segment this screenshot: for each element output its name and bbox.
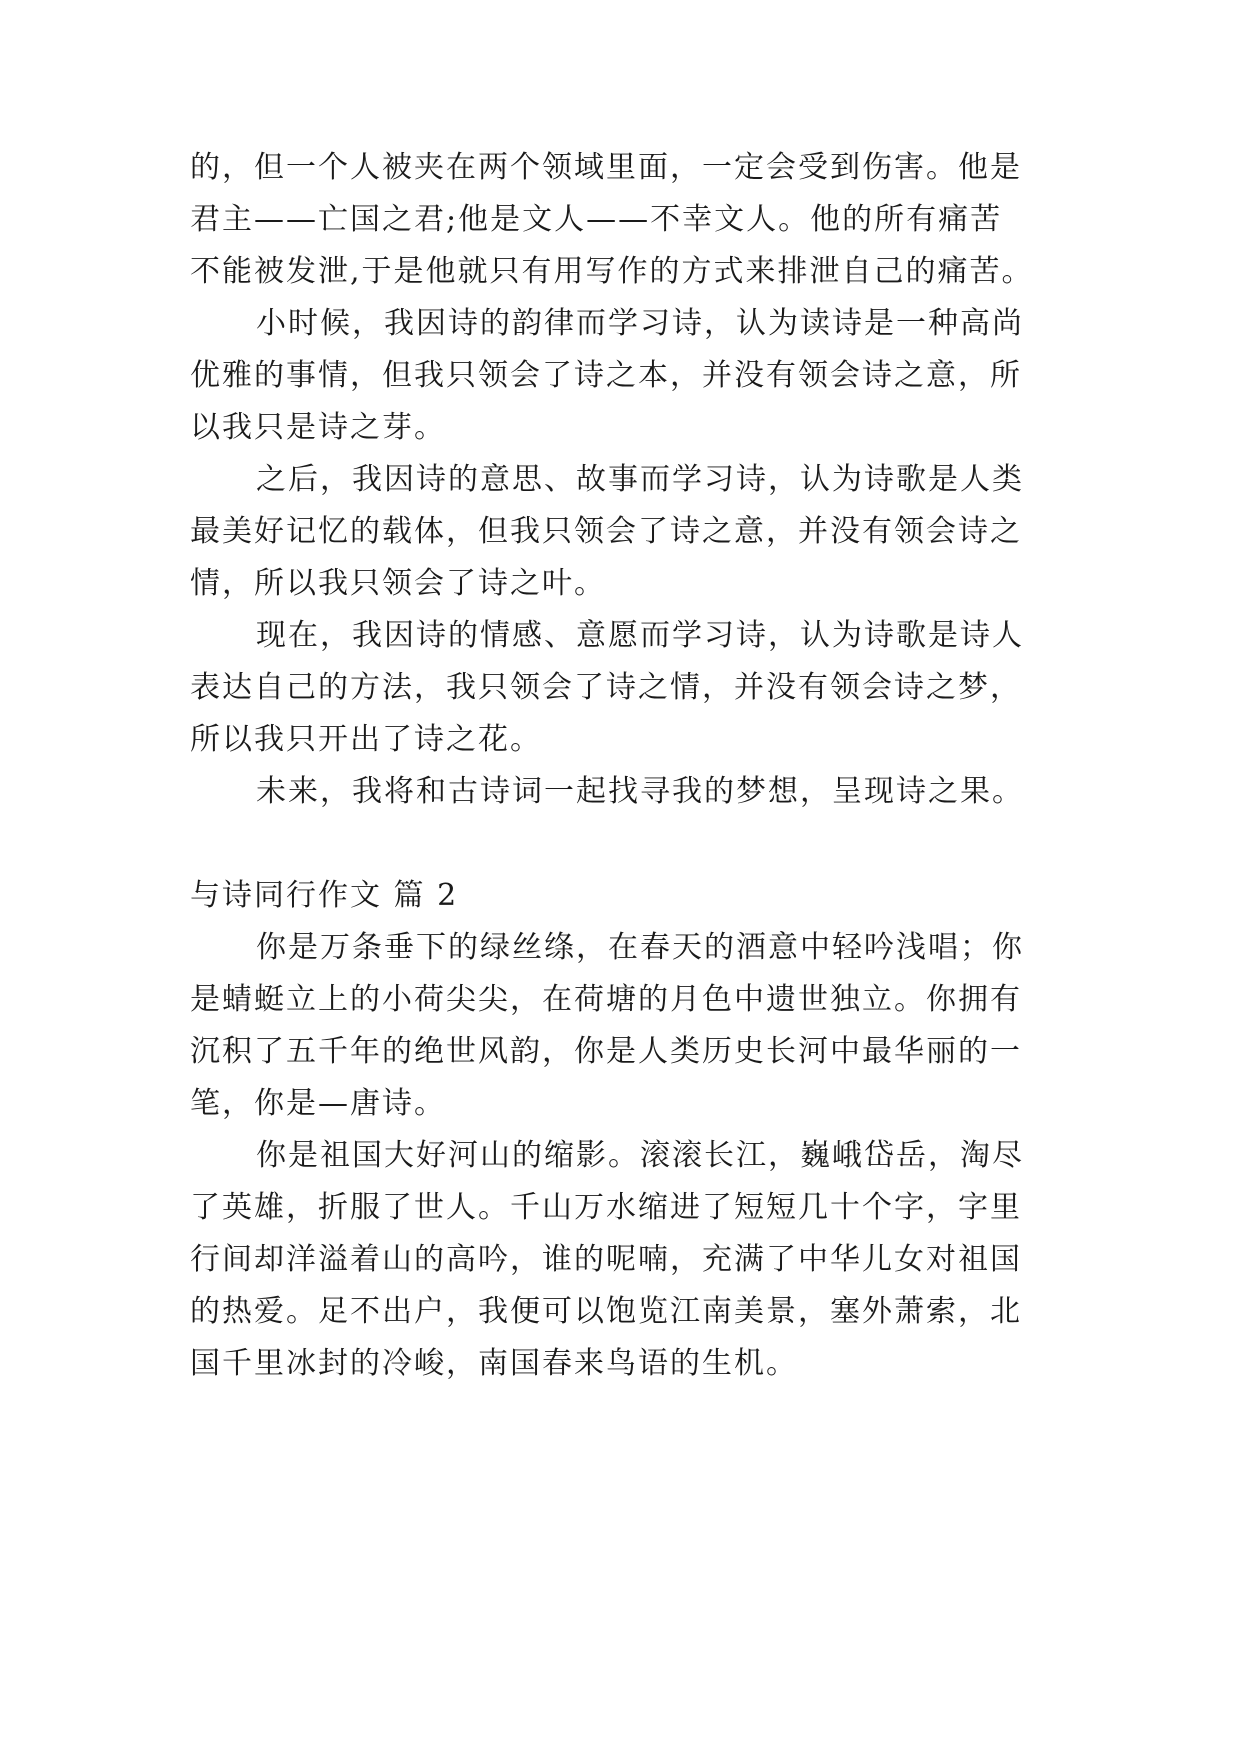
- paragraph-start-line: 现在，我因诗的情感、意愿而学习诗，认为诗歌是诗人: [256, 618, 1024, 653]
- text-line: 君主——亡国之君;他是文人——不幸文人。他的所有痛苦: [190, 202, 1003, 237]
- paragraph-start-line: 之后，我因诗的意思、故事而学习诗，认为诗歌是人类: [256, 462, 1024, 497]
- text-line: 是蜻蜓立上的小荷尖尖，在荷塘的月色中遗世独立。你拥有: [190, 982, 1022, 1017]
- text-line: 的，但一个人被夹在两个领域里面，一定会受到伤害。他是: [190, 150, 1022, 185]
- text-line: 优雅的事情，但我只领会了诗之本，并没有领会诗之意，所: [190, 358, 1022, 393]
- paragraph-start-line: 未来，我将和古诗词一起找寻我的梦想，呈现诗之果。: [256, 774, 1024, 809]
- text-line: 以我只是诗之芽。: [190, 410, 446, 445]
- text-line: 行间却洋溢着山的高吟，谁的呢喃，充满了中华儿女对祖国: [190, 1242, 1022, 1277]
- text-line: 不能被发泄,于是他就只有用写作的方式来排泄自己的痛苦。: [190, 254, 1034, 289]
- text-line: 所以我只开出了诗之花。: [190, 722, 542, 757]
- text-line: 的热爱。足不出户，我便可以饱览江南美景，塞外萧索，北: [190, 1294, 1022, 1329]
- text-line: 情，所以我只领会了诗之叶。: [190, 566, 606, 601]
- section-heading: 与诗同行作文 篇 2: [190, 878, 459, 913]
- text-line: 沉积了五千年的绝世风韵，你是人类历史长河中最华丽的一: [190, 1034, 1022, 1069]
- text-line: 了英雄，折服了世人。千山万水缩进了短短几十个字，字里: [190, 1190, 1022, 1225]
- text-line: 笔，你是—唐诗。: [190, 1086, 446, 1121]
- paragraph-start-line: 小时候，我因诗的韵律而学习诗，认为读诗是一种高尚: [256, 306, 1024, 341]
- paragraph-start-line: 你是万条垂下的绿丝绦，在春天的酒意中轻吟浅唱；你: [256, 930, 1024, 965]
- paragraph-start-line: 你是祖国大好河山的缩影。滚滚长江，巍峨岱岳，淘尽: [256, 1138, 1024, 1173]
- text-line: 最美好记忆的载体，但我只领会了诗之意，并没有领会诗之: [190, 514, 1022, 549]
- text-line: 表达自己的方法，我只领会了诗之情，并没有领会诗之梦，: [190, 670, 1022, 705]
- text-line: 国千里冰封的冷峻，南国春来鸟语的生机。: [190, 1346, 798, 1381]
